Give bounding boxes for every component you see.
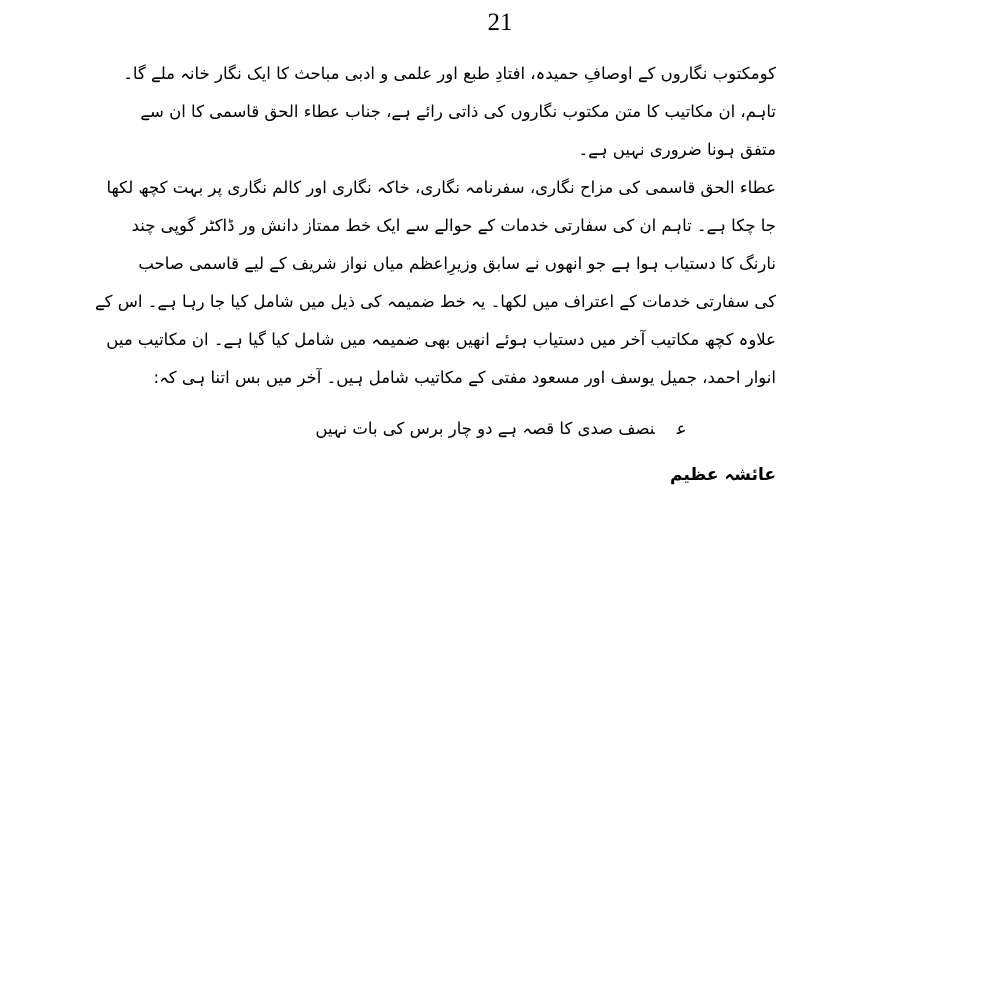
verse-line [226,409,776,449]
page-number: 21 [487,9,513,36]
paragraph-line: تاہم، ان مکاتیب کا متن مکتوب نگاروں کی ذاتی رائے ہے، جناب عطاء الحق قاسمی کا ان سے [140,102,776,121]
paragraph-line: جا چکا ہے۔ تاہم ان کی سفارتی خدمات کے حوالے سے ایک خط ممتاز دانش ور ڈاکٹر گوپی چند [131,216,776,235]
paragraph-2 [94,169,776,397]
paragraph-line: انوار احمد، جمیل یوسف اور مسعود مفتی کے مکاتیب شامل ہیں۔ آخر میں بس اتنا ہی کہ: [153,368,776,387]
paragraph-line: متفق ہونا ضروری نہیں ہے۔ [578,140,776,159]
paragraph-line: نارنگ کا دستیاب ہوا ہے جو انھوں نے سابق وزیرِاعظم میاں نواز شریف کے لیے قاسمی صاحب [138,254,776,273]
paragraph-1 [123,55,776,169]
verse-text: نصف صدی کا قصہ ہے دو چار برس کی بات نہیں [315,419,655,438]
body-text [94,55,776,495]
verse-mark: ع [676,419,687,438]
paragraph-line: علاوہ کچھ مکاتیب آخر میں دستیاب ہوئے انھیں بھی ضمیمہ میں شامل کیا گیا ہے۔ ان مکاتیب میں [106,330,776,349]
paragraph-line: کومکتوب نگاروں کے اوصافِ حمیدہ، افتادِ طبع اور علمی و ادبی مباحث کا ایک نگار خانہ ملے گا۔ [123,64,776,83]
paragraph-line: کی سفارتی خدمات کے اعتراف میں لکھا۔ یہ خط ضمیمہ کی ذیل میں شامل کیا جا رہا ہے۔ اس کے [94,292,776,311]
paragraph-line: عطاء الحق قاسمی کی مزاح نگاری، سفرنامہ نگاری، خاکہ نگاری اور کالم نگاری پر بہت کچھ لکھا [106,178,776,197]
author-signature: عائشہ عظیم [669,465,776,485]
